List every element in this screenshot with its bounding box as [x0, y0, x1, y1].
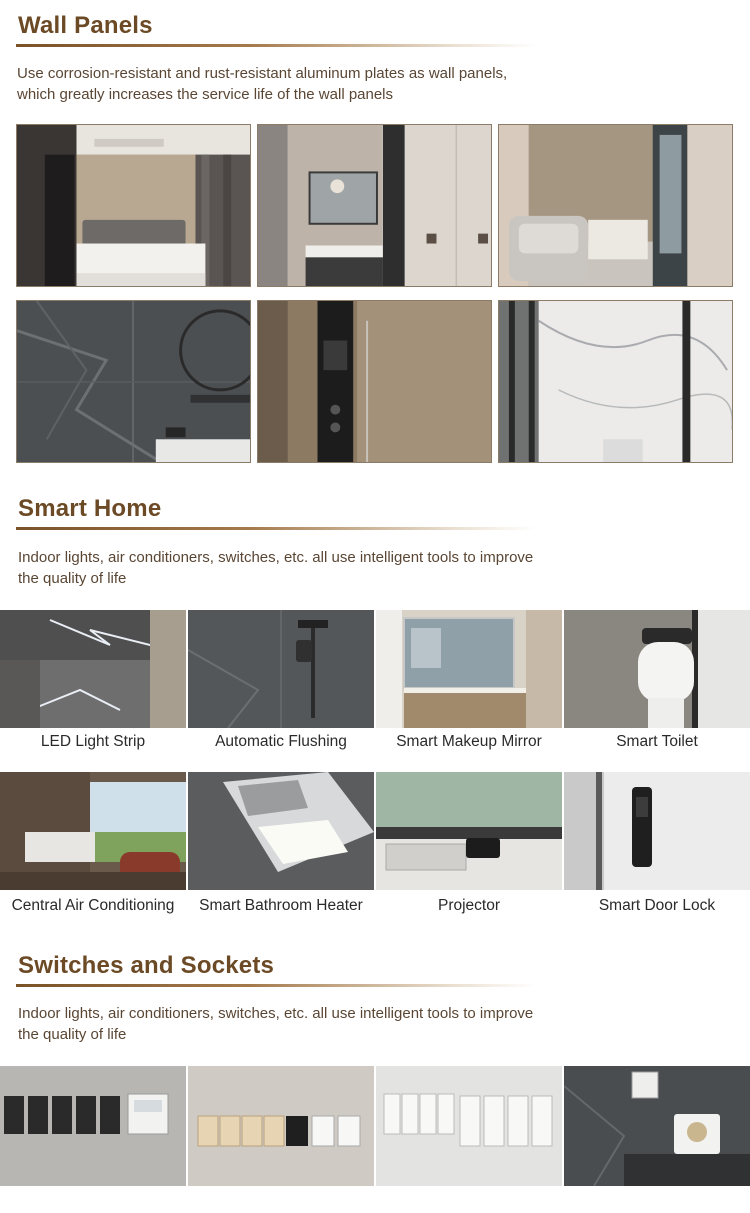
- switches-photo-white-switch-panels: [376, 1066, 562, 1186]
- smart-home-caption-smart-door-lock: Smart Door Lock: [598, 897, 716, 914]
- switches-photo-black-switch-panels: [0, 1066, 186, 1186]
- wall-panel-photo-vanity: [257, 124, 492, 287]
- smart-home-divider: [16, 527, 536, 530]
- smart-home-caption-projector: Projector: [437, 897, 501, 914]
- switches-sockets-divider: [16, 984, 536, 987]
- smart-home-description-line-2: the quality of life: [18, 570, 127, 587]
- smart-home-caption-automatic-flushing: Automatic Flushing: [215, 733, 347, 750]
- smart-home-photo-automatic-flushing: [188, 610, 374, 728]
- smart-home-description: [18, 547, 718, 589]
- switches-sockets-description-line-1: Indoor lights, air conditioners, switches, etc. all use intelligent tools to improve: [18, 1005, 534, 1022]
- wall-panel-photo-shower-panel: [257, 300, 492, 463]
- wall-panel-photo-marble-bathroom: [16, 300, 251, 463]
- wall-panels-description-line-1: Use corrosion-resistant and rust-resistant aluminum plates as wall panels,: [17, 65, 508, 82]
- switches-sockets-description: [18, 1003, 718, 1045]
- wall-panels-description-line-2: which greatly increases the service life of the wall panels: [17, 86, 394, 103]
- wall-panels-title: Wall Panels: [18, 12, 153, 39]
- wall-panels-description: [17, 63, 717, 105]
- smart-home-photo-smart-makeup-mirror: [376, 610, 562, 728]
- smart-home-photo-smart-bathroom-heater: [188, 772, 374, 890]
- switches-sockets-description-line-2: the quality of life: [18, 1026, 127, 1043]
- wall-panels-divider: [16, 44, 536, 47]
- wall-panel-photo-lounge: [498, 124, 733, 287]
- smart-home-photo-smart-door-lock: [564, 772, 750, 890]
- switches-sockets-title: Switches and Sockets: [18, 952, 275, 979]
- smart-home-caption-smart-toilet: Smart Toilet: [616, 733, 698, 750]
- smart-home-caption-smart-bathroom-heater: Smart Bathroom Heater: [199, 897, 363, 914]
- wall-panel-photo-white-marble: [498, 300, 733, 463]
- smart-home-photo-smart-toilet: [564, 610, 750, 728]
- smart-home-photo-central-air-conditioning: [0, 772, 186, 890]
- switches-photo-gold-switch-panels: [188, 1066, 374, 1186]
- smart-home-description-line-1: Indoor lights, air conditioners, switches, etc. all use intelligent tools to improve: [18, 549, 534, 566]
- smart-home-caption-led-light-strip: LED Light Strip: [40, 733, 146, 750]
- smart-home-photo-projector: [376, 772, 562, 890]
- wall-panel-photo-bedroom: [16, 124, 251, 287]
- smart-home-photo-led-light-strip: [0, 610, 186, 728]
- switches-photo-socket-marble-wall: [564, 1066, 750, 1186]
- smart-home-caption-smart-makeup-mirror: Smart Makeup Mirror: [396, 733, 542, 750]
- smart-home-title: Smart Home: [18, 495, 162, 522]
- smart-home-caption-central-air-conditioning: Central Air Conditioning: [11, 897, 175, 914]
